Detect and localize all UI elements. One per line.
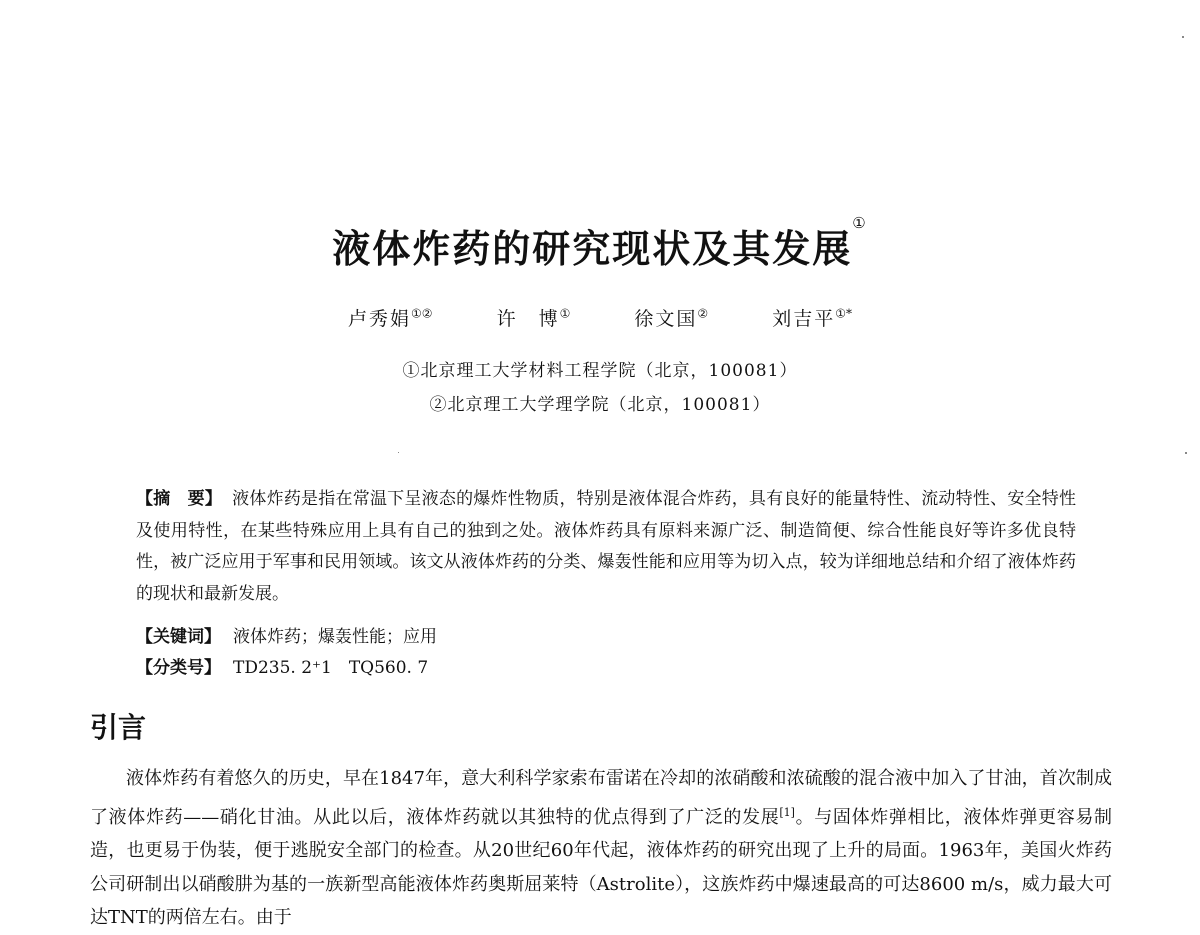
classification-label: 【分类号】: [136, 658, 221, 678]
classification-text: TD235. 2⁺1 TQ560. 7: [233, 658, 429, 678]
author: [348, 304, 433, 331]
author-affiliation-marks: ②: [697, 306, 709, 321]
author-affiliation-marks: ①: [559, 306, 571, 321]
author: [634, 304, 708, 331]
section-heading-intro: 引言: [90, 711, 147, 744]
citation-ref: [1]: [779, 805, 795, 819]
intro-paragraph: [90, 762, 1112, 935]
intro-text-part-1: 液体炸药有着悠久的历史，早在1847年，意大利科学家索布雷诺在冷却的浓硝酸和浓硫酸的混合液中加入了甘油，首次制成了液体炸药——硝化甘油。从此以后，液体炸药就以其独特的优点得到了广泛的发展: [90, 768, 1112, 828]
scan-speck: [398, 452, 399, 453]
author: [772, 304, 852, 331]
keywords: [136, 622, 437, 647]
author-affiliation-marks: ①②: [411, 306, 433, 321]
author-name: 许 博: [496, 308, 560, 330]
author-name: 卢秀娟: [347, 308, 411, 330]
abstract: [136, 484, 1076, 610]
author-list: [0, 304, 1200, 331]
keywords-text: 液体炸药；爆轰性能；应用: [233, 627, 437, 647]
classification: [136, 653, 428, 678]
scan-speck: [1185, 452, 1187, 454]
scan-speck: [1182, 36, 1184, 38]
author: [497, 304, 571, 331]
abstract-label: 【摘 要】: [136, 489, 223, 509]
author-name: 刘吉平: [772, 308, 836, 330]
author-name: 徐文国: [634, 308, 698, 330]
keywords-label: 【关键词】: [136, 627, 221, 647]
paper-title: [0, 214, 1200, 273]
author-affiliation-marks: ①*: [835, 306, 852, 321]
title-footnote-mark: ①: [852, 214, 868, 232]
affiliation-1: ①北京理工大学材料工程学院（北京，100081）: [402, 361, 798, 381]
title-text: 液体炸药的研究现状及其发展: [332, 226, 853, 271]
intro-text-part-2: 。与固体炸弹相比，液体炸弹更容易制造，也更易于伪装，便于逃脱安全部门的检查。从20世纪60年代起，液体炸药的研究出现了上升的局面。1963年，美国火炸药公司研制出以硝酸肼为基的一族新型高能液体炸药奥斯屈莱特（Astrolite），这族炸药中爆速最高的可达8600 m/s，威力最大可达TNT的两倍左右。由于: [90, 806, 1113, 928]
abstract-text: 液体炸药是指在常温下呈液态的爆炸性物质，特别是液体混合炸药，具有良好的能量特性、流动特性、安全特性及使用特性，在某些特殊应用上具有自己的独到之处。液体炸药具有原料来源广泛、制造简便、综合性能良好等许多优良特性，被广泛应用于军事和民用领域。该文从液体炸药的分类、爆轰性能和应用等为切入点，较为详细地总结和介绍了液体炸药的现状和最新发展。: [136, 489, 1077, 604]
affiliation-2: ②北京理工大学理学院（北京，100081）: [429, 395, 771, 415]
